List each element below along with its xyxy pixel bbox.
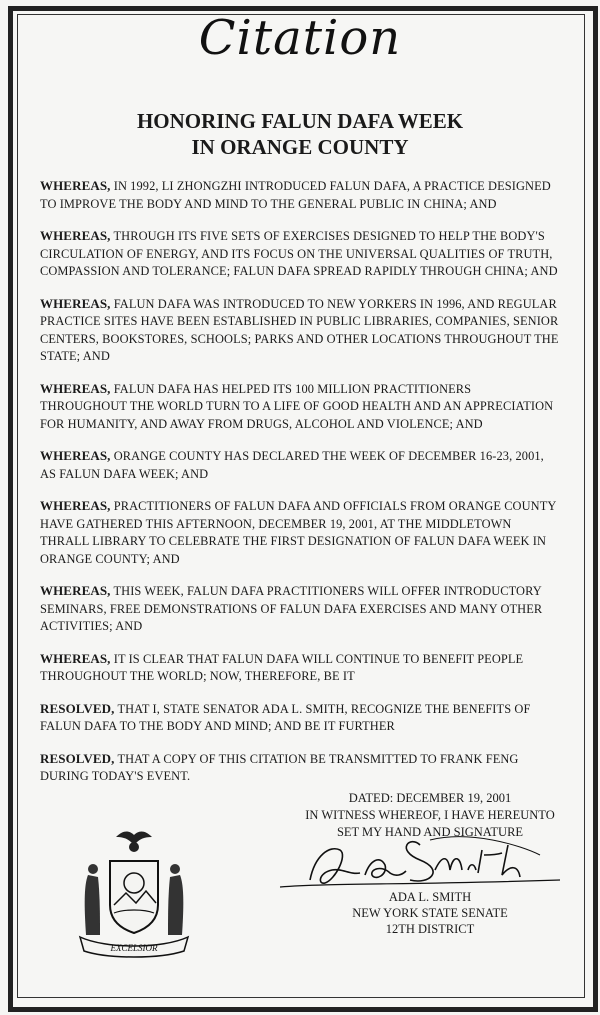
- paragraph: WHEREAS, PRACTITIONERS OF FALUN DAFA AND OFFICIALS FROM ORANGE COUNTY HAVE GATHERED THIS AFTERNOON, DECEMBER 19, 2001, AT THE MIDDLETOWN THRALL LIBRARY TO CELEBRATE THE FIRST DESIGNATION OF FALUN DAFA WEEK IN ORANGE COUNTY; AND: [40, 498, 556, 566]
- paragraph: RESOLVED, THAT I, STATE SENATOR ADA L. SMITH, RECOGNIZE THE BENEFITS OF FALUN DAFA TO THE BODY AND MIND; AND BE IT FURTHER: [40, 700, 531, 733]
- paragraph: RESOLVED, THAT A COPY OF THIS CITATION BE TRANSMITTED TO FRANK FENG DURING TODAY'S EVENT.: [40, 750, 519, 783]
- paragraph: WHEREAS, FALUN DAFA HAS HELPED ITS 100 MILLION PRACTITIONERS THROUGHOUT THE WORLD TURN TO A LIFE OF GOOD HEALTH AND AN APPRECIATION FOR HUMANITY, AND AWAY FROM DRUGS, ALCOHOL AND VIOLENCE; AND: [40, 380, 554, 431]
- paragraph: WHEREAS, IT IS CLEAR THAT FALUN DAFA WILL CONTINUE TO BENEFIT PEOPLE THROUGHOUT THE WORLD; NOW, THEREFORE, BE IT: [40, 650, 524, 683]
- witness-line: IN WITNESS WHEREOF, I HAVE HEREUNTO: [305, 808, 555, 822]
- paragraph: WHEREAS, THIS WEEK, FALUN DAFA PRACTITIONERS WILL OFFER INTRODUCTORY SEMINARS, FREE DEMONSTRATIONS OF FALUN DAFA EXERCISES AND MANY OTHER ACTIVITIES; AND: [40, 583, 543, 633]
- signature-line: SET MY HAND AND SIGNATURE: [336, 825, 524, 839]
- state-seal-icon: [66, 825, 202, 961]
- heading-line-2: IN ORANGE COUNTY: [191, 135, 409, 159]
- paragraph: WHEREAS, THROUGH ITS FIVE SETS OF EXERCISES DESIGNED TO HELP THE BODY'S CIRCULATION OF ENERGY, AND ITS FOCUS ON THE UNIVERSAL QUALITIES OF TRUTH, COMPASSION AND TOLERANCE; FALUN DAFA SPREAD RAPIDLY THROUGH CHINA; AND: [40, 228, 558, 278]
- heading-line-1: HONORING FALUN DAFA WEEK: [136, 109, 464, 133]
- paragraph: WHEREAS, ORANGE COUNTY HAS DECLARED THE WEEK OF DECEMBER 16-23, 2001, AS FALUN DAFA WEEK; AND: [40, 448, 544, 481]
- citation-body: [40, 177, 560, 800]
- signatory-block: [300, 889, 560, 937]
- paragraph: WHEREAS, FALUN DAFA WAS INTRODUCED TO NEW YORKERS IN 1996, AND REGULAR PRACTICE SITES HAVE BEEN ESTABLISHED IN PUBLIC LIBRARIES, COMPANIES, SENIOR CENTERS, BOOKSTORES, SCHOOLS; PARKS AND OTHER LOCATIONS THROUGHOUT THE STATE; AND: [40, 295, 559, 363]
- signatory-district: 12TH DISTRICT: [385, 922, 475, 936]
- citation-title: Citation: [198, 10, 402, 66]
- dated-line: DATED: DECEMBER 19, 2001: [348, 791, 512, 805]
- seal-motto: EXCELSIOR: [110, 943, 158, 953]
- citation-heading: [0, 108, 600, 160]
- signatory-name: ADA L. SMITH: [388, 890, 472, 904]
- signatory-office: NEW YORK STATE SENATE: [352, 906, 508, 920]
- paragraph: WHEREAS, IN 1992, LI ZHONGZHI INTRODUCED FALUN DAFA, A PRACTICE DESIGNED TO IMPROVE THE BODY AND MIND TO THE GENERAL PUBLIC IN CHINA; AND: [40, 178, 551, 211]
